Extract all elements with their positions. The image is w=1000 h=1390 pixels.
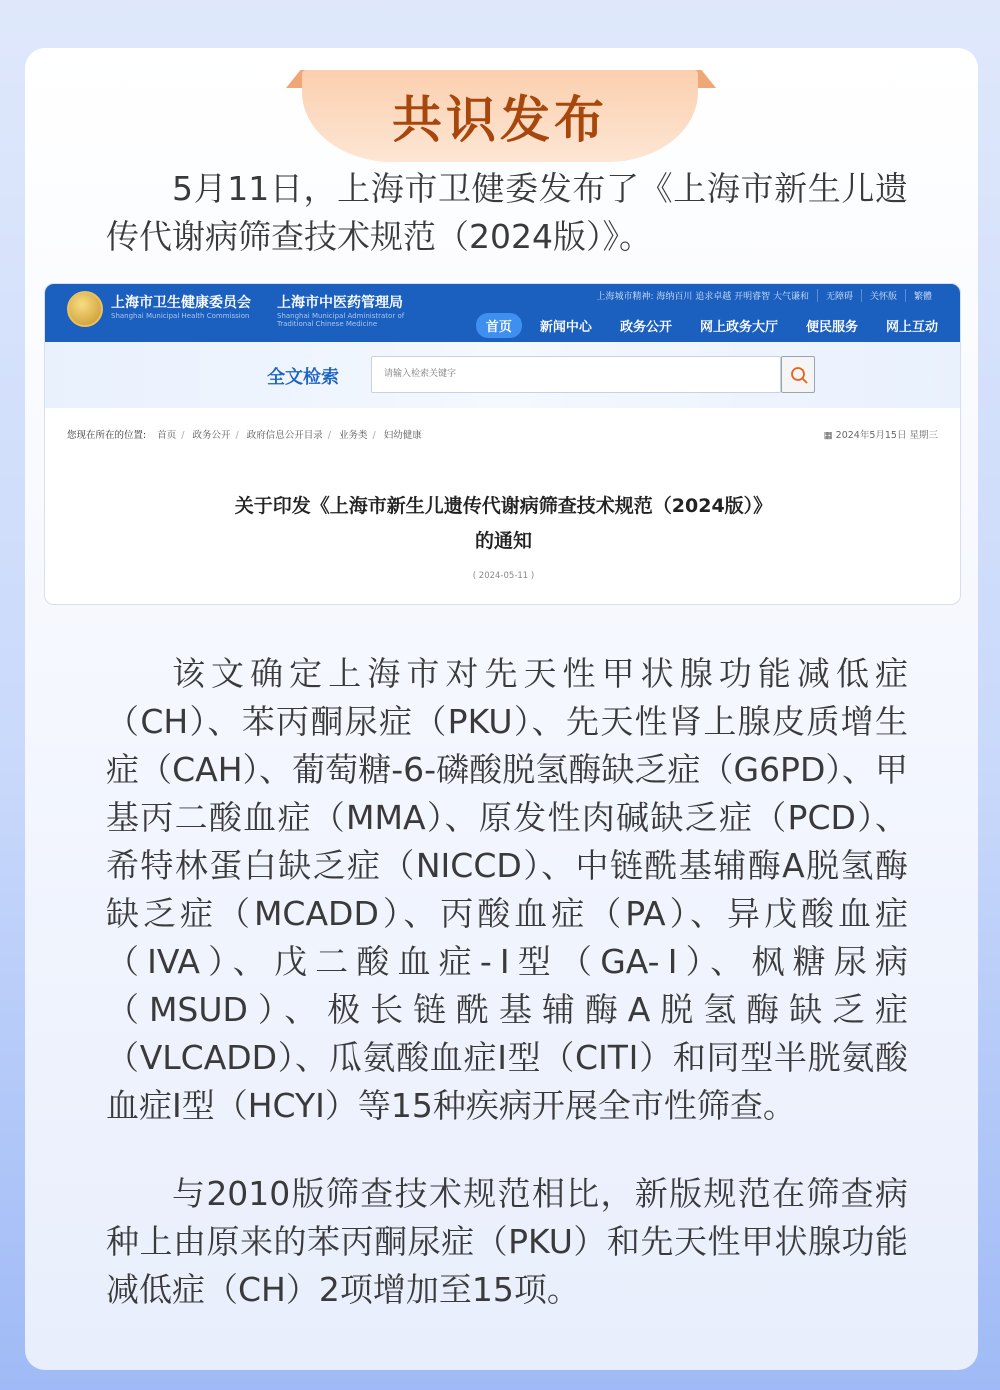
accessibility-link[interactable]: 无障碍 xyxy=(817,289,861,302)
body-paragraph-2: 与2010版筛查技术规范相比，新版规范在筛查病种上由原来的苯丙酮尿症（PKU）和先天性甲状腺功能减低症（CH）2项增加至15项。 xyxy=(106,1174,908,1309)
city-spirit-text: 上海城市精神: 海纳百川 追求卓越 开明睿智 大气谦和 xyxy=(596,292,809,302)
breadcrumb-item-gov-affairs[interactable]: 政务公开 xyxy=(192,430,231,441)
breadcrumb-item-business[interactable]: 业务类 xyxy=(338,430,368,441)
article-title-line-1: 关于印发《上海市新生儿遗传代谢病筛查技术规范（2024版）》 xyxy=(234,495,773,517)
current-date-text: 2024年5月15日 星期三 xyxy=(835,430,938,441)
breadcrumb-lead: 您现在所在的位置: xyxy=(67,430,147,441)
title-banner xyxy=(302,70,698,162)
nav-government-affairs[interactable]: 政务公开 xyxy=(619,320,672,335)
article-title-line-2: 的通知 xyxy=(474,530,532,552)
current-date xyxy=(824,427,938,441)
breadcrumb-item-home[interactable]: 首页 xyxy=(157,430,177,441)
search-button[interactable] xyxy=(781,356,815,393)
search-label: 全文检索 xyxy=(267,367,339,388)
article-title xyxy=(105,489,902,559)
nav-public-services[interactable]: 便民服务 xyxy=(805,320,858,335)
main-nav xyxy=(468,313,948,338)
search-band xyxy=(45,342,961,408)
website-screenshot xyxy=(44,283,961,605)
top-links xyxy=(588,289,940,302)
emblem-logo-icon xyxy=(67,291,103,327)
care-mode-link[interactable]: 关怀版 xyxy=(861,289,905,302)
search-input[interactable]: 请输入检索关键字 xyxy=(371,356,781,393)
search-icon xyxy=(790,366,808,384)
nav-online-services-hall[interactable]: 网上政务大厅 xyxy=(699,320,778,335)
banner-title: 共识发布 xyxy=(392,91,608,149)
breadcrumb: 您现在所在的位置: 首页 / 政务公开 / 政府信息公开目录 / 业务类 / 妇幼健康 xyxy=(67,430,422,441)
body-paragraph-1: 该文确定上海市对先天性甲状腺功能减低症（CH）、苯丙酮尿症（PKU）、先天性肾上腺皮质增生症（CAH）、葡萄糖-6-磷酸脱氢酶缺乏症（G6PD）、甲基丙二酸血症（MMA）、原发性肉碱缺乏症（PCD）、希特林蛋白缺乏症（NICCD）、中链酰基辅酶A脱氢酶缺乏症（MCADD）、丙酸血症（PA）、异戊酸血症（IVA）、戊二酸血症-Ⅰ型（GA-Ⅰ）、枫糖尿病（MSUD）、极长链酰基辅酶A脱氢酶缺乏症（VLCADD）、瓜氨酸血症Ⅰ型（CITⅠ）和同型半胱氨酸血症Ⅰ型（HCYⅠ）等15种疾病开展全市性筛查。 xyxy=(106,654,908,1125)
org-name-health-commission-en: Shanghai Municipal Health Commission xyxy=(111,312,250,320)
nav-online-interaction[interactable]: 网上互动 xyxy=(885,320,938,335)
org-name-tcm-administration[interactable]: 上海市中医药管理局 xyxy=(277,295,403,311)
intro-paragraph: 5月11日，上海市卫健委发布了《上海市新生儿遗传代谢病筛查技术规范（2024版）》。 xyxy=(106,169,908,256)
nav-news-center[interactable]: 新闻中心 xyxy=(539,320,592,335)
org-name-health-commission[interactable]: 上海市卫生健康委员会 xyxy=(111,295,251,311)
org-name-tcm-administration-en: Shanghai Municipal Administrator of Traditional Chinese Medicine xyxy=(277,312,405,328)
site-header xyxy=(45,284,961,342)
calendar-icon: ▦ xyxy=(823,430,836,441)
traditional-chinese-link[interactable]: 繁體 xyxy=(905,289,940,302)
article-date: ( 2024-05-11 ) xyxy=(472,571,535,581)
nav-home[interactable]: 首页 xyxy=(476,313,522,338)
breadcrumb-item-info-catalog[interactable]: 政府信息公开目录 xyxy=(246,430,323,441)
breadcrumb-item-maternal-child[interactable]: 妇幼健康 xyxy=(383,430,422,441)
